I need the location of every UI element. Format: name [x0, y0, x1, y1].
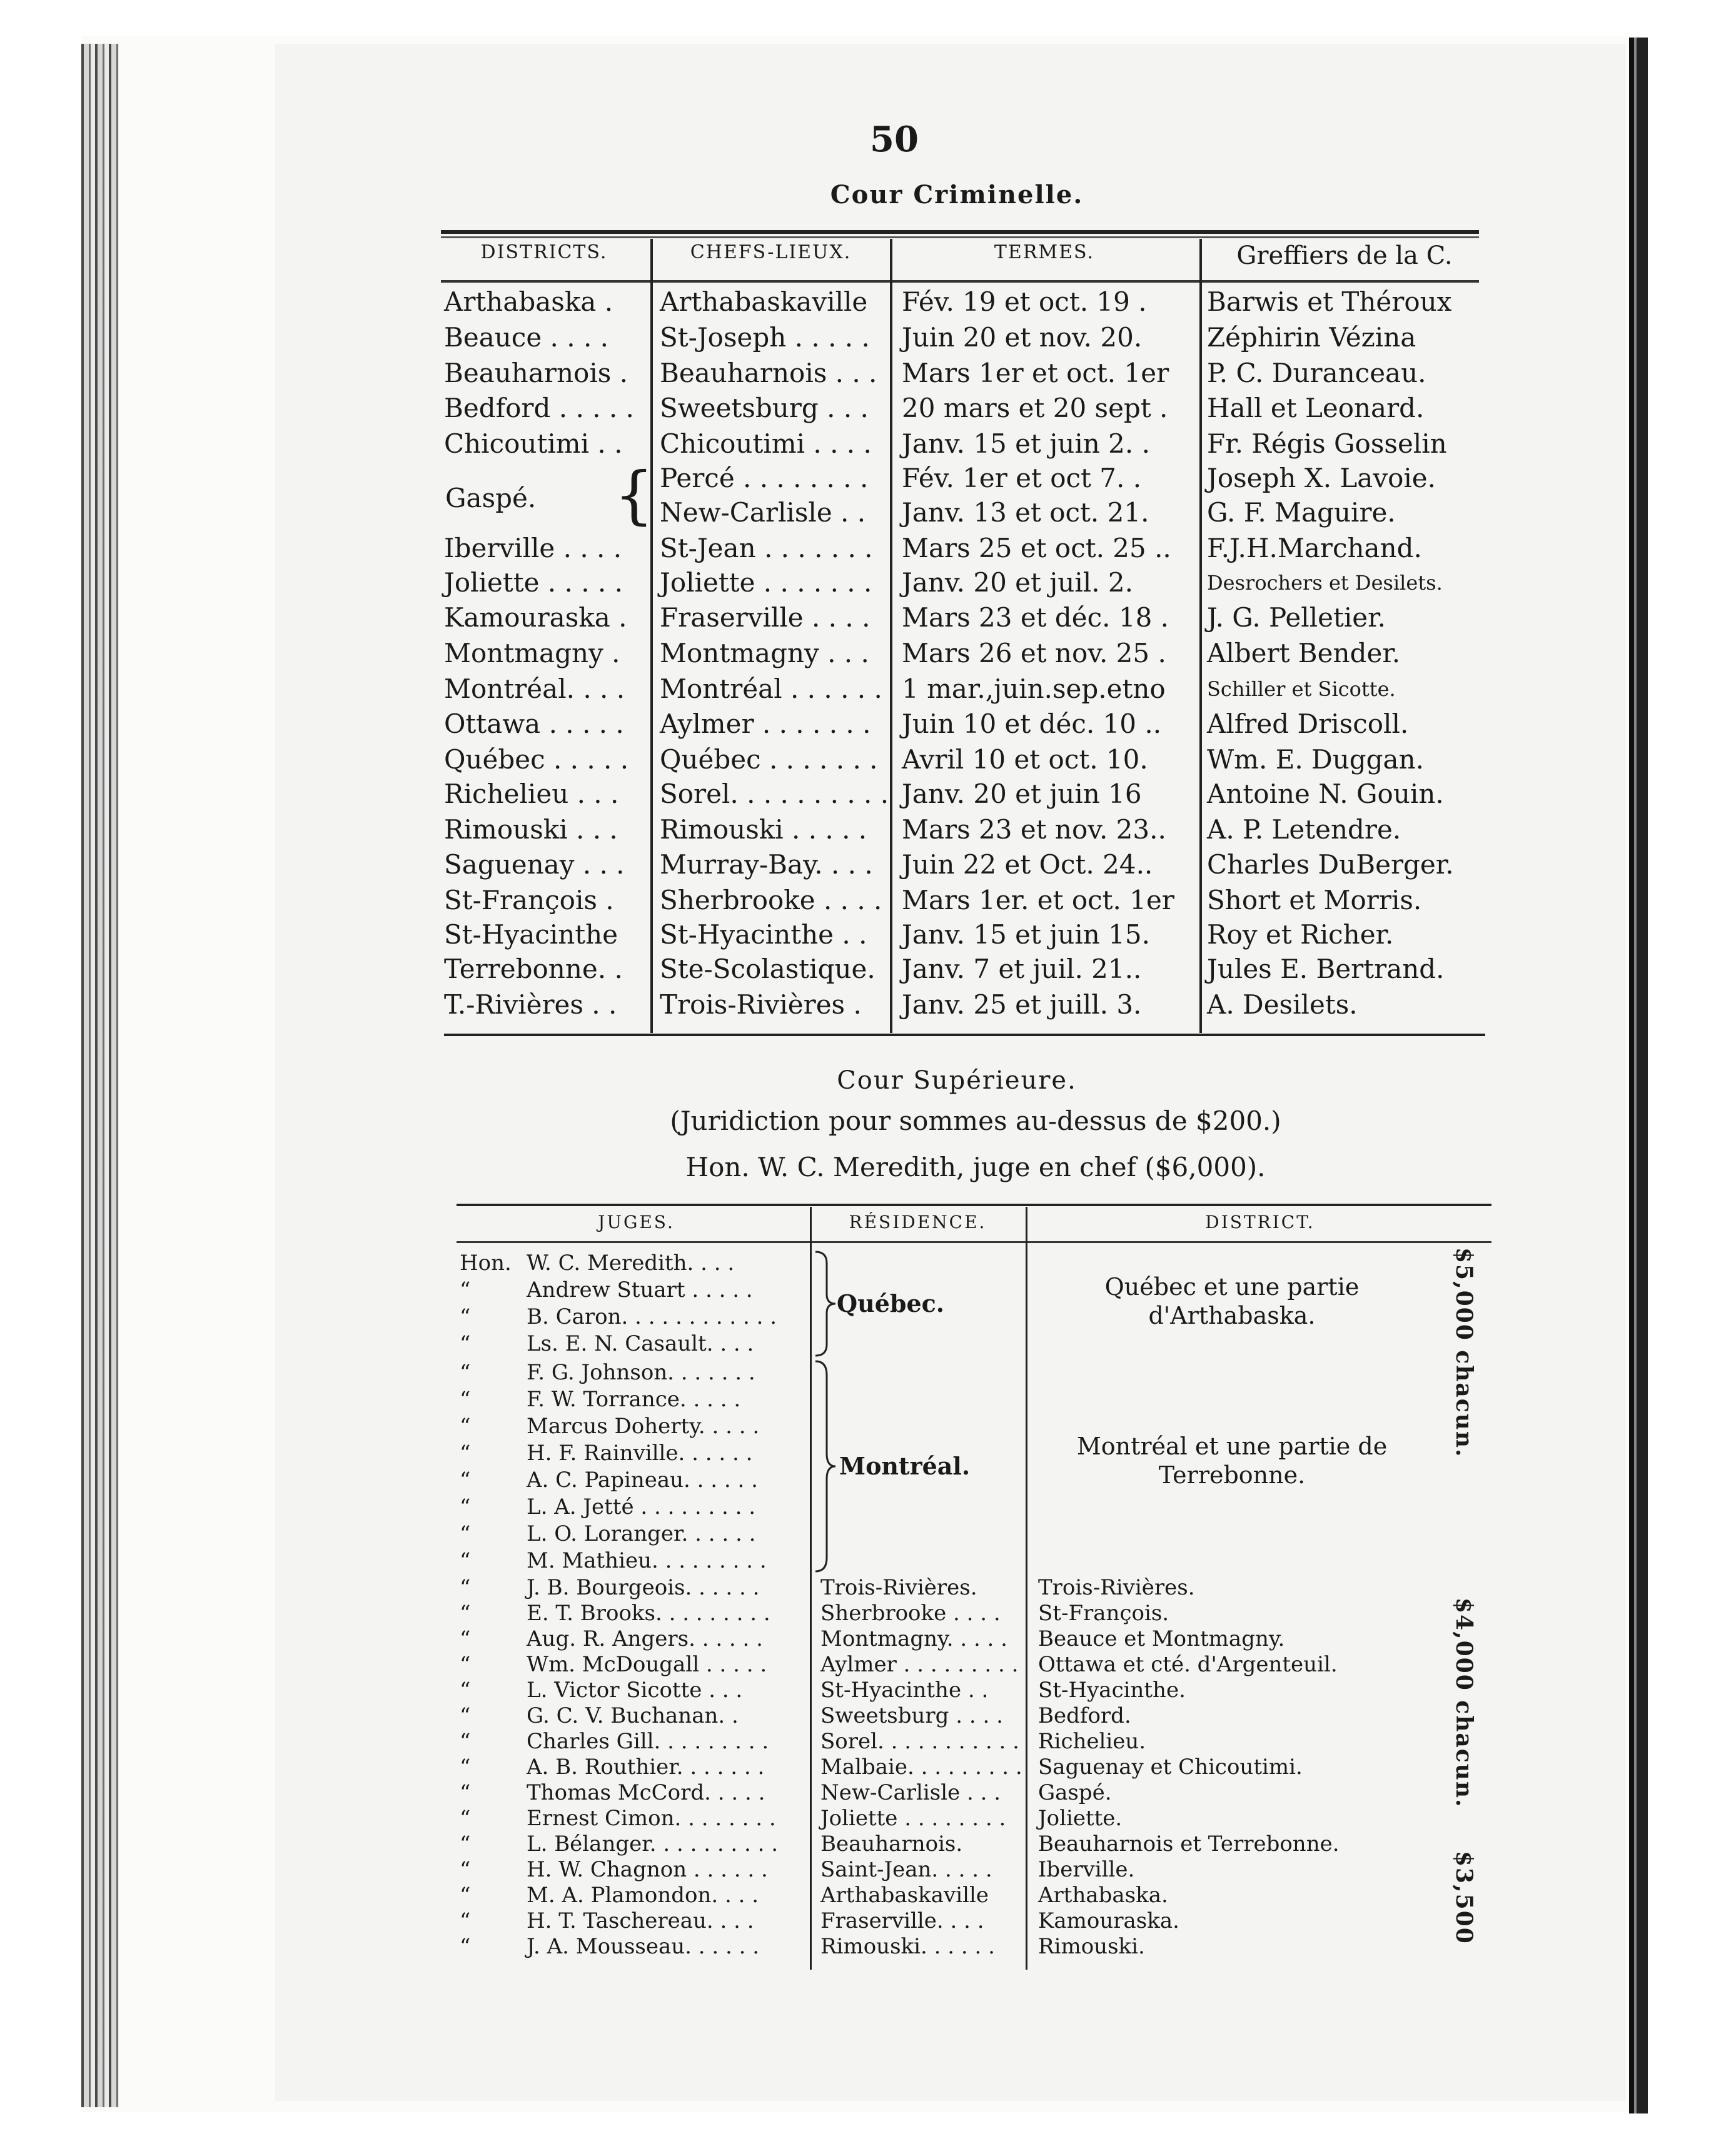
salary-note-3500: $3,500	[1451, 1851, 1477, 1945]
table-row: Montmagny . Montmagny . . . Mars 26 et nov. 25 . Albert Bender.	[444, 638, 1401, 668]
table-row: Iberville . . . . St-Jean . . . . . . . Mars 25 et oct. 25 .. F.J.H.Marchand.	[444, 533, 1422, 563]
table-row: “ A. B. Routhier. . . . . . . Malbaie. . . . . . . . . Saguenay et Chicoutimi.	[460, 1755, 1303, 1780]
table-row: “ F. G. Johnson. . . . . . .	[460, 1360, 755, 1385]
table-row: Terrebonne. . Ste-Scolastique. Janv. 7 et juil. 21.. Jules E. Bertrand.	[444, 954, 1445, 984]
brace-quebec	[813, 1251, 838, 1357]
table-row: “ F. W. Torrance. . . . .	[460, 1387, 741, 1412]
table-row: “ E. T. Brooks. . . . . . . . . Sherbrooke . . . . St-François.	[460, 1601, 1169, 1626]
table-row: “ Ls. E. N. Casault. . . .	[460, 1331, 754, 1356]
brace-montreal	[813, 1360, 838, 1573]
table-row: Richelieu . . . Sorel. . . . . . . . . . Janv. 20 et juin 16 Antoine N. Gouin.	[444, 778, 1444, 809]
quebec-district: Québec et une partie d'Arthabaska.	[1104, 1273, 1360, 1329]
table-row: “ M. A. Plamondon. . . . Arthabaskaville Arthabaska.	[460, 1883, 1168, 1908]
table-row: Joliette . . . . . Joliette . . . . . . . Janv. 20 et juil. 2. Desrochers et Desilets.	[444, 567, 1443, 598]
table-row: Percé . . . . . . . . Fév. 1er et oct 7. . Joseph X. Lavoie.	[660, 463, 1436, 493]
montreal-district: Montréal et une partie de Terrebonne.	[1076, 1433, 1388, 1489]
table-row: “ L. Bélanger. . . . . . . . . . Beauharnois. Beauharnois et Terrebonne.	[460, 1831, 1340, 1856]
table-rule	[457, 1204, 1491, 1206]
criminal-court-title: Cour Criminelle.	[830, 180, 1084, 209]
table-rule	[441, 280, 1479, 283]
table-row: New-Carlisle . . Janv. 13 et oct. 21. G. F. Maguire.	[660, 497, 1396, 528]
quebec-residence: Québec.	[837, 1289, 945, 1317]
col-header-greffiers: Greffiers de la C.	[1236, 241, 1453, 270]
gaspe-district-label: Gaspé.	[445, 483, 537, 513]
salary-note-4000: $4,000 chacun.	[1451, 1598, 1477, 1808]
table-row: Saguenay . . . Murray-Bay. . . . Juin 22 et Oct. 24.. Charles DuBerger.	[444, 849, 1454, 880]
table-row: “ B. Caron. . . . . . . . . . . .	[460, 1304, 777, 1329]
col-header-residence: RÉSIDENCE.	[849, 1212, 987, 1232]
salary-note-5000: $5,000 chacun.	[1451, 1247, 1477, 1458]
table-rule	[441, 230, 1479, 234]
table-row: “ L. O. Loranger. . . . . .	[460, 1521, 756, 1546]
table-row: Bedford . . . . . Sweetsburg . . . 20 mars et 20 sept . Hall et Leonard.	[444, 393, 1425, 423]
table-row: St-François . Sherbrooke . . . . Mars 1er. et oct. 1er Short et Morris.	[444, 885, 1422, 915]
table-row: St-Hyacinthe St-Hyacinthe . . Janv. 15 et juin 15. Roy et Richer.	[444, 919, 1394, 950]
table-row: Arthabaska . Arthabaskaville Fév. 19 et oct. 19 . Barwis et Théroux	[444, 286, 1452, 317]
table-row: “ H. F. Rainville. . . . . .	[460, 1441, 753, 1466]
table-row: “ G. C. V. Buchanan. . Sweetsburg . . . . Bedford.	[460, 1703, 1131, 1728]
table-row: Ottawa . . . . . Aylmer . . . . . . . Juin 10 et déc. 10 .. Alfred Driscoll.	[444, 708, 1409, 739]
table-row: T.-Rivières . . Trois-Rivières . Janv. 25 et juill. 3. A. Desilets.	[444, 989, 1358, 1020]
table-row: Kamouraska . Fraserville . . . . Mars 23 et déc. 18 . J. G. Pelletier.	[444, 602, 1386, 633]
table-row: “ A. C. Papineau. . . . . .	[460, 1468, 758, 1493]
table-row: “ J. A. Mousseau. . . . . . Rimouski. . . . . . Rimouski.	[460, 1934, 1145, 1959]
table-row: “ Wm. McDougall . . . . . Aylmer . . . . . . . . . Ottawa et cté. d'Argenteuil.	[460, 1652, 1338, 1677]
table-row: Chicoutimi . . Chicoutimi . . . . Janv. 15 et juin 2. . Fr. Régis Gosselin	[444, 428, 1447, 459]
table-row: “ H. W. Chagnon . . . . . . Saint-Jean. . . . . Iberville.	[460, 1857, 1135, 1882]
col-header-districts: DISTRICTS.	[480, 241, 608, 263]
table-row: Beauce . . . . St-Joseph . . . . . Juin 20 et nov. 20. Zéphirin Vézina	[444, 322, 1416, 353]
table-row: “ Charles Gill. . . . . . . . . Sorel. . . . . . . . . . . Richelieu.	[460, 1729, 1146, 1754]
table-row: Québec . . . . . Québec . . . . . . . Avril 10 et oct. 10. Wm. E. Duggan.	[444, 744, 1424, 775]
page-number: 50	[870, 119, 919, 160]
col-header-district: DISTRICT.	[1205, 1212, 1315, 1232]
table-row: Beauharnois . Beauharnois . . . Mars 1er et oct. 1er P. C. Duranceau.	[444, 358, 1426, 388]
col-header-termes: TERMES.	[994, 241, 1095, 263]
table-row: “ Thomas McCord. . . . . New-Carlisle . . . Gaspé.	[460, 1780, 1112, 1805]
table-rule	[441, 236, 1479, 238]
table-row: Rimouski . . . Rimouski . . . . . Mars 23 et nov. 23.. A. P. Letendre.	[444, 814, 1401, 845]
table-row: “ J. B. Bourgeois. . . . . . Trois-Rivières. Trois-Rivières.	[460, 1575, 1195, 1600]
book-spine-edge	[81, 44, 119, 2107]
table-row: Montréal. . . . Montréal . . . . . . 1 mar.,juin.sep.etno Schiller et Sicotte.	[444, 673, 1396, 704]
superior-court-title: Cour Supérieure.	[837, 1066, 1077, 1095]
table-rule	[444, 1034, 1485, 1036]
table-row: “ M. Mathieu. . . . . . . . .	[460, 1548, 767, 1573]
table-row: “ Aug. R. Angers. . . . . . Montmagny. . . . . Beauce et Montmagny.	[460, 1626, 1285, 1651]
table-row: “ L. Victor Sicotte . . . St-Hyacinthe . . St-Hyacinthe.	[460, 1678, 1186, 1703]
superior-court-jurisdiction: (Juridiction pour sommes au-dessus de $200.)	[670, 1106, 1281, 1136]
table-row: “ Marcus Doherty. . . . .	[460, 1414, 760, 1439]
col-header-juges: JUGES.	[598, 1212, 675, 1232]
table-rule	[457, 1241, 1491, 1243]
table-row: “ H. T. Taschereau. . . . Fraserville. . . . Kamouraska.	[460, 1908, 1179, 1933]
table-row: “ Andrew Stuart . . . . .	[460, 1277, 753, 1302]
table-row: “ Ernest Cimon. . . . . . . . Joliette . . . . . . . . Joliette.	[460, 1806, 1123, 1831]
book-right-edge	[1629, 38, 1648, 2113]
montreal-residence: Montréal.	[839, 1452, 971, 1480]
table-row: “ L. A. Jetté . . . . . . . . .	[460, 1494, 756, 1519]
table-row: Hon. W. C. Meredith. . . .	[460, 1251, 735, 1276]
col-header-chefs-lieux: CHEFS-LIEUX.	[690, 241, 852, 263]
superior-court-chief-judge: Hon. W. C. Meredith, juge en chef ($6,000).	[685, 1152, 1266, 1182]
brace-gaspe: {	[614, 458, 654, 531]
